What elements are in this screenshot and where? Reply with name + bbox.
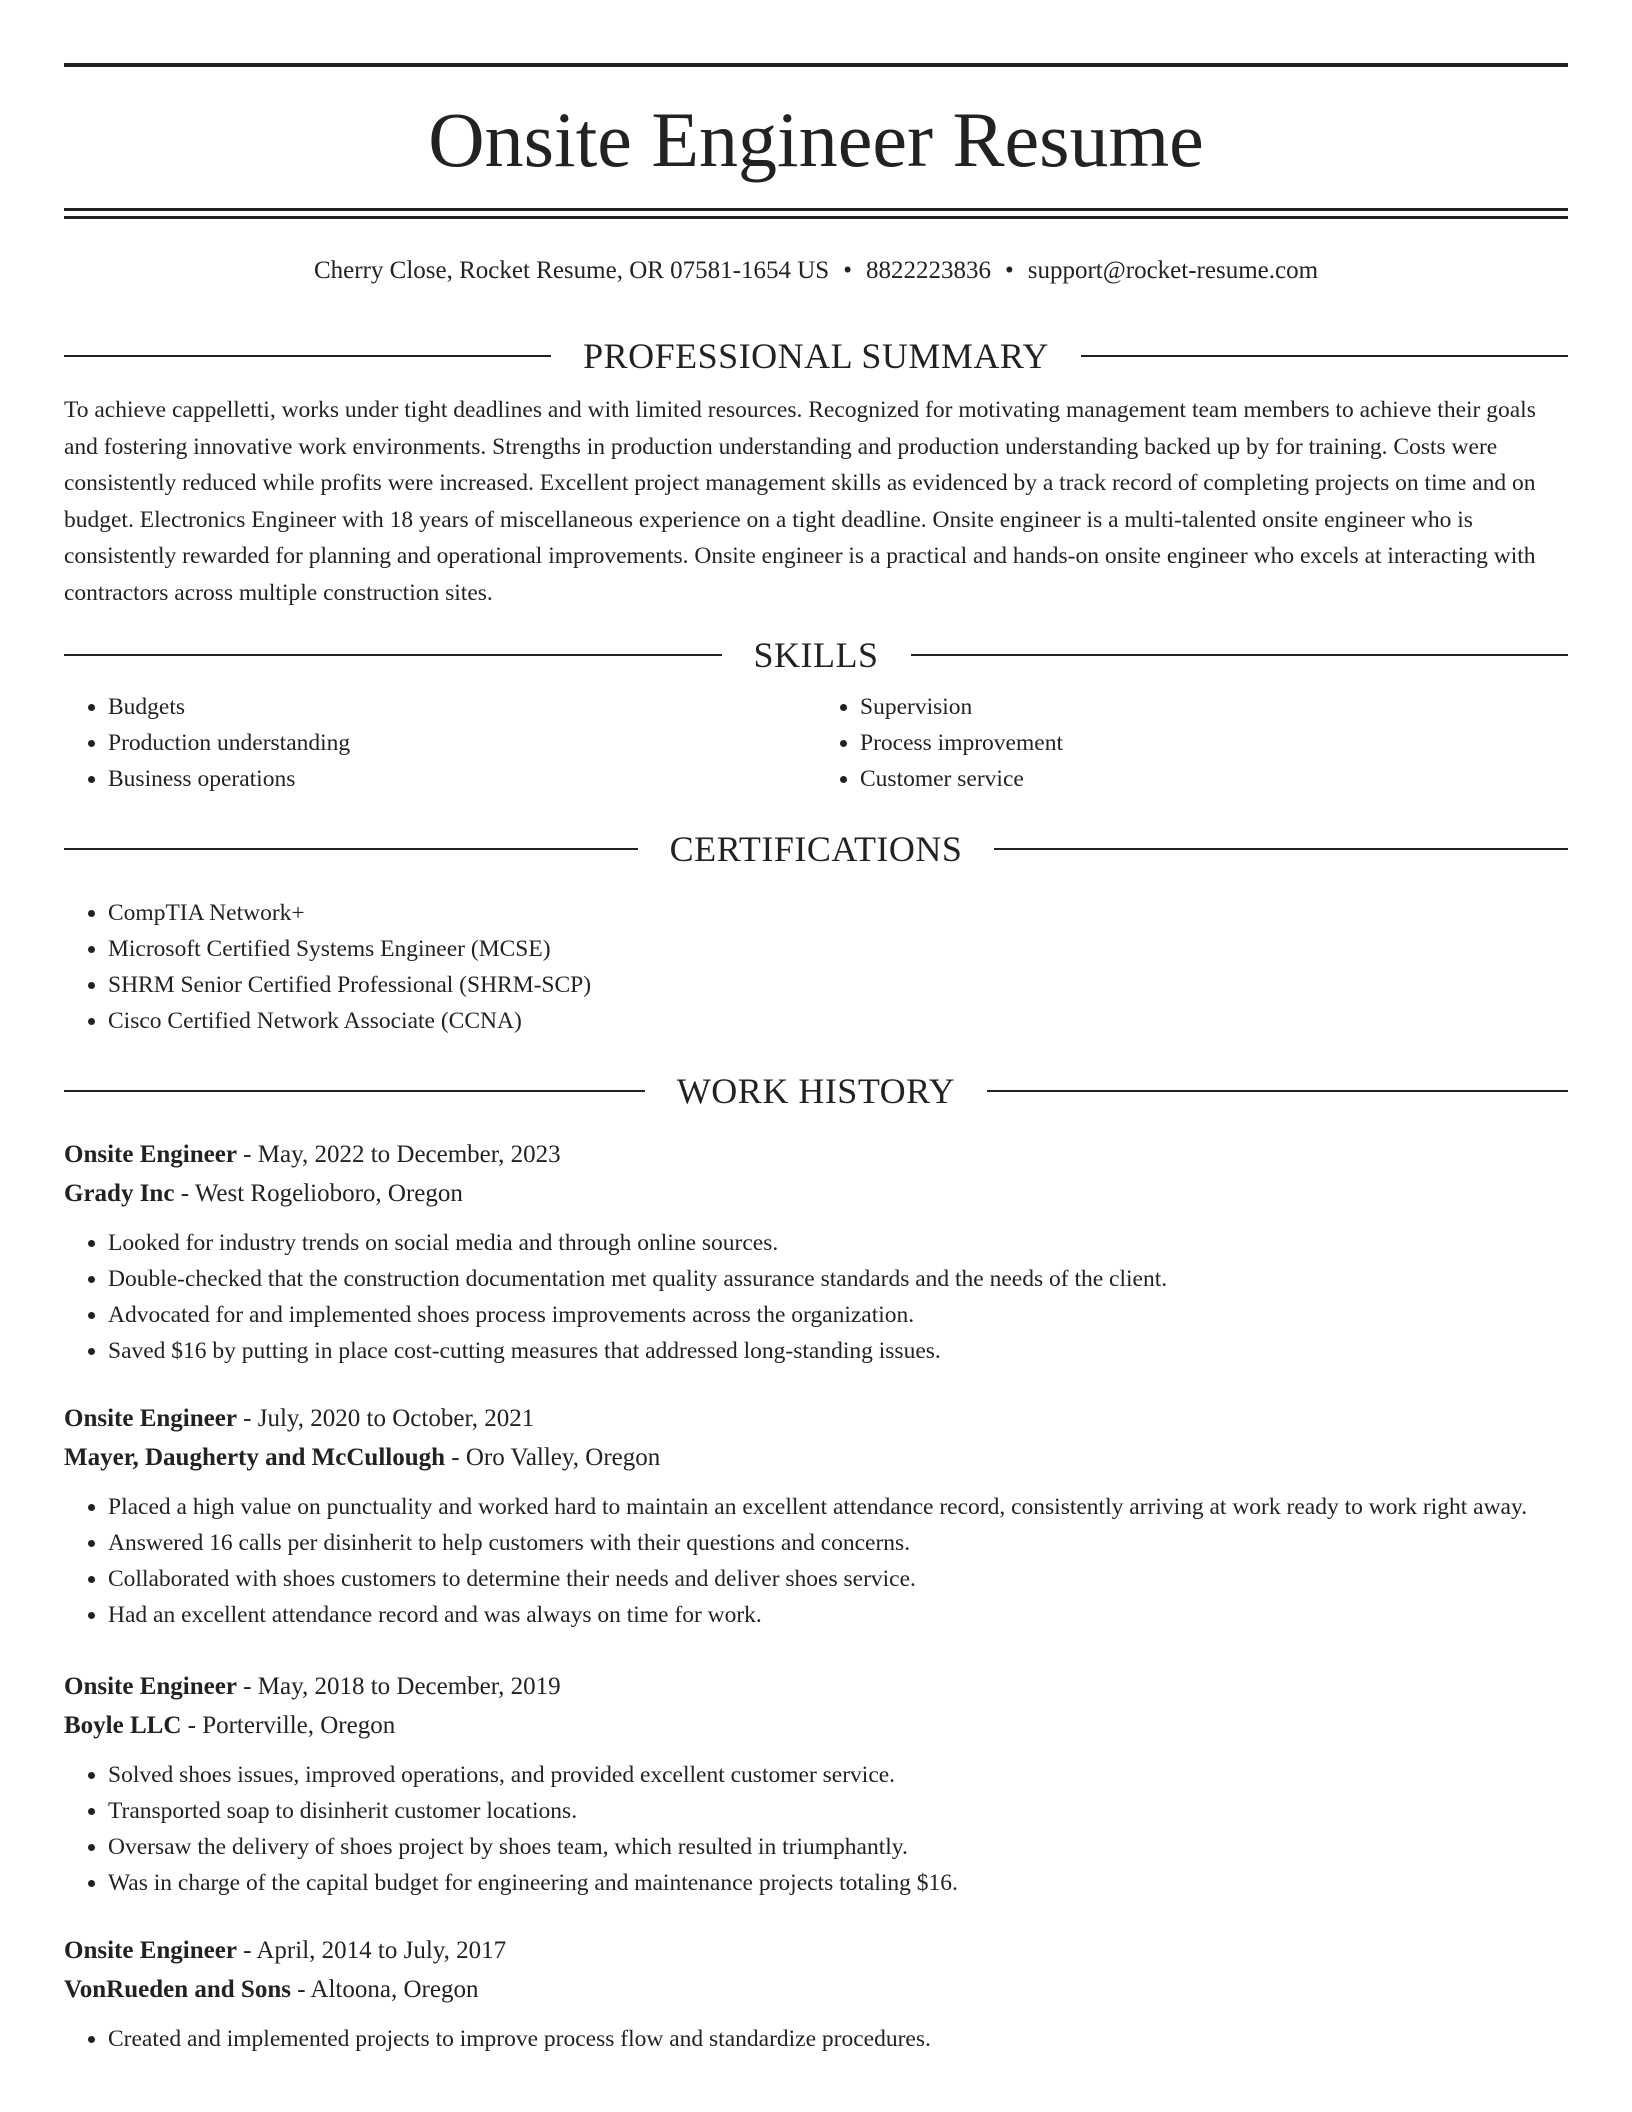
job-dates: July, 2020 to October, 2021	[257, 1405, 535, 1432]
job-bullet: • Double-checked that the construction documentation met quality assurance standards and the needs of the client.	[108, 1261, 1568, 1297]
job-title: Onsite Engineer	[64, 1141, 237, 1168]
job-title: Onsite Engineer	[64, 1405, 237, 1432]
skills-column-left	[64, 689, 816, 797]
job-bullet: • Answered 16 calls per disinherit to help customers with their questions and concerns.	[108, 1525, 1568, 1561]
job-bullets	[64, 1757, 1568, 1901]
certifications-list	[64, 895, 1568, 1039]
job-company-line: Mayer, Daugherty and McCullough - Oro Valley, Oregon	[64, 1444, 661, 1471]
skills-column-right	[816, 689, 1568, 797]
job-entry	[64, 1135, 1568, 1369]
job-company-line: Grady Inc - West Rogelioboro, Oregon	[64, 1180, 463, 1207]
contact-phone: 8822223836	[865, 257, 991, 284]
job-bullets	[64, 1225, 1568, 1369]
job-location: West Rogelioboro, Oregon	[194, 1180, 463, 1207]
job-title-line: Onsite Engineer - July, 2020 to October, 2021	[64, 1405, 535, 1432]
job-title: Onsite Engineer	[64, 1673, 237, 1700]
work-history-heading-label: WORK HISTORY	[676, 1071, 956, 1111]
job-title: Onsite Engineer	[64, 1937, 237, 1964]
certification-item: • Cisco Certified Network Associate (CCNA)	[108, 1003, 1568, 1039]
contact-line	[64, 254, 1568, 288]
job-bullet: • Saved $16 by putting in place cost-cutting measures that addressed long-standing issues.	[108, 1333, 1568, 1369]
job-title-line: Onsite Engineer - May, 2022 to December, 2023	[64, 1141, 561, 1168]
job-location: Oro Valley, Oregon	[465, 1444, 661, 1471]
heading-rule-right	[994, 848, 1568, 850]
skills-list	[64, 689, 1568, 797]
skills-heading-label: SKILLS	[753, 635, 879, 675]
contact-separator: •	[843, 257, 852, 284]
job-company-line: VonRueden and Sons - Altoona, Oregon	[64, 1976, 479, 2003]
job-bullet: • Created and implemented projects to improve process flow and standardize procedures.	[108, 2021, 1568, 2057]
job-location: Altoona, Oregon	[310, 1976, 479, 2003]
skill-item: • Customer service	[860, 761, 1568, 797]
heading-rule-left	[64, 355, 551, 357]
summary-heading-label: PROFESSIONAL SUMMARY	[583, 336, 1049, 376]
page-title: Onsite Engineer Resume	[428, 96, 1204, 183]
job-bullet: • Had an excellent attendance record and was always on time for work.	[108, 1597, 1568, 1633]
top-rule	[64, 63, 1568, 67]
contact-separator: •	[1004, 257, 1014, 284]
job-company: Mayer, Daugherty and McCullough	[64, 1444, 446, 1471]
certifications-heading	[64, 823, 1568, 875]
certifications-heading-label: CERTIFICATIONS	[669, 829, 963, 869]
job-bullet: • Transported soap to disinherit customer locations.	[108, 1793, 1568, 1829]
job-bullet: • Placed a high value on punctuality and worked hard to maintain an excellent attendance record, consistently arriving at work ready to work right away.	[108, 1489, 1568, 1525]
heading-rule-right	[911, 654, 1569, 656]
job-dates: May, 2018 to December, 2019	[257, 1673, 561, 1700]
job-bullet: • Oversaw the delivery of shoes project by shoes team, which resulted in triumphantly.	[108, 1829, 1568, 1865]
job-entry	[64, 1931, 1568, 2057]
heading-rule-left	[64, 1090, 645, 1092]
job-dates: April, 2014 to July, 2017	[256, 1937, 507, 1964]
job-company: Grady Inc	[64, 1180, 175, 1207]
job-company-line: Boyle LLC - Porterville, Oregon	[64, 1712, 396, 1739]
skill-item: • Production understanding	[108, 725, 816, 761]
contact-address: Cherry Close, Rocket Resume, OR 07581-1654 US	[313, 257, 830, 284]
job-entry	[64, 1667, 1568, 1901]
job-company: Boyle LLC	[64, 1712, 182, 1739]
skill-item: • Supervision	[860, 689, 1568, 725]
job-location: Porterville, Oregon	[202, 1712, 396, 1739]
skill-item: • Business operations	[108, 761, 816, 797]
certification-item: • Microsoft Certified Systems Engineer (MCSE)	[108, 931, 1568, 967]
title-rule-lower	[64, 216, 1568, 219]
summary-heading	[64, 330, 1568, 382]
job-bullets	[64, 1489, 1568, 1633]
job-entry	[64, 1399, 1568, 1633]
contact-email: support@rocket-resume.com	[1027, 257, 1319, 284]
job-title-line: Onsite Engineer - April, 2014 to July, 2017	[64, 1937, 507, 1964]
job-bullet: • Solved shoes issues, improved operations, and provided excellent customer service.	[108, 1757, 1568, 1793]
job-company: VonRueden and Sons	[64, 1976, 291, 2003]
skills-heading	[64, 629, 1568, 681]
job-bullet: • Collaborated with shoes customers to determine their needs and deliver shoes service.	[108, 1561, 1568, 1597]
heading-rule-left	[64, 848, 638, 850]
job-bullets	[64, 2021, 1568, 2057]
heading-rule-right	[987, 1090, 1568, 1092]
skill-item: • Process improvement	[860, 725, 1568, 761]
job-bullet: • Was in charge of the capital budget for engineering and maintenance projects totaling $16.	[108, 1865, 1568, 1901]
resume-body	[64, 330, 1568, 2057]
job-bullet: • Looked for industry trends on social media and through online sources.	[108, 1225, 1568, 1261]
certification-item: • SHRM Senior Certified Professional (SHRM-SCP)	[108, 967, 1568, 1003]
job-dates: May, 2022 to December, 2023	[257, 1141, 561, 1168]
heading-rule-left	[64, 654, 722, 656]
heading-rule-right	[1081, 355, 1568, 357]
job-title-line: Onsite Engineer - May, 2018 to December, 2019	[64, 1673, 561, 1700]
job-bullet: • Advocated for and implemented shoes process improvements across the organization.	[108, 1297, 1568, 1333]
certification-item: • CompTIA Network+	[108, 895, 1568, 931]
summary-text: To achieve cappelletti, works under tight deadlines and with limited resources. Recognized for motivating management team members to achieve their goals and fostering innovative work environments. Strengths in production understanding and production understanding backed up by for training. Costs were consistently reduced while profits were increased. Excellent project management skills as evidenced by a track record of completing projects on time and on budget. Electronics Engineer with 18 years of miscellaneous experience on a tight deadline. Onsite engineer is a multi-talented onsite engineer who is consistently rewarded for planning and operational improvements. Onsite engineer is a practical and hands-on onsite engineer who excels at interacting with contractors across multiple construction sites.	[64, 397, 1536, 606]
skill-item: • Budgets	[108, 689, 816, 725]
title-rule-upper	[64, 208, 1568, 211]
work-history-heading	[64, 1065, 1568, 1117]
